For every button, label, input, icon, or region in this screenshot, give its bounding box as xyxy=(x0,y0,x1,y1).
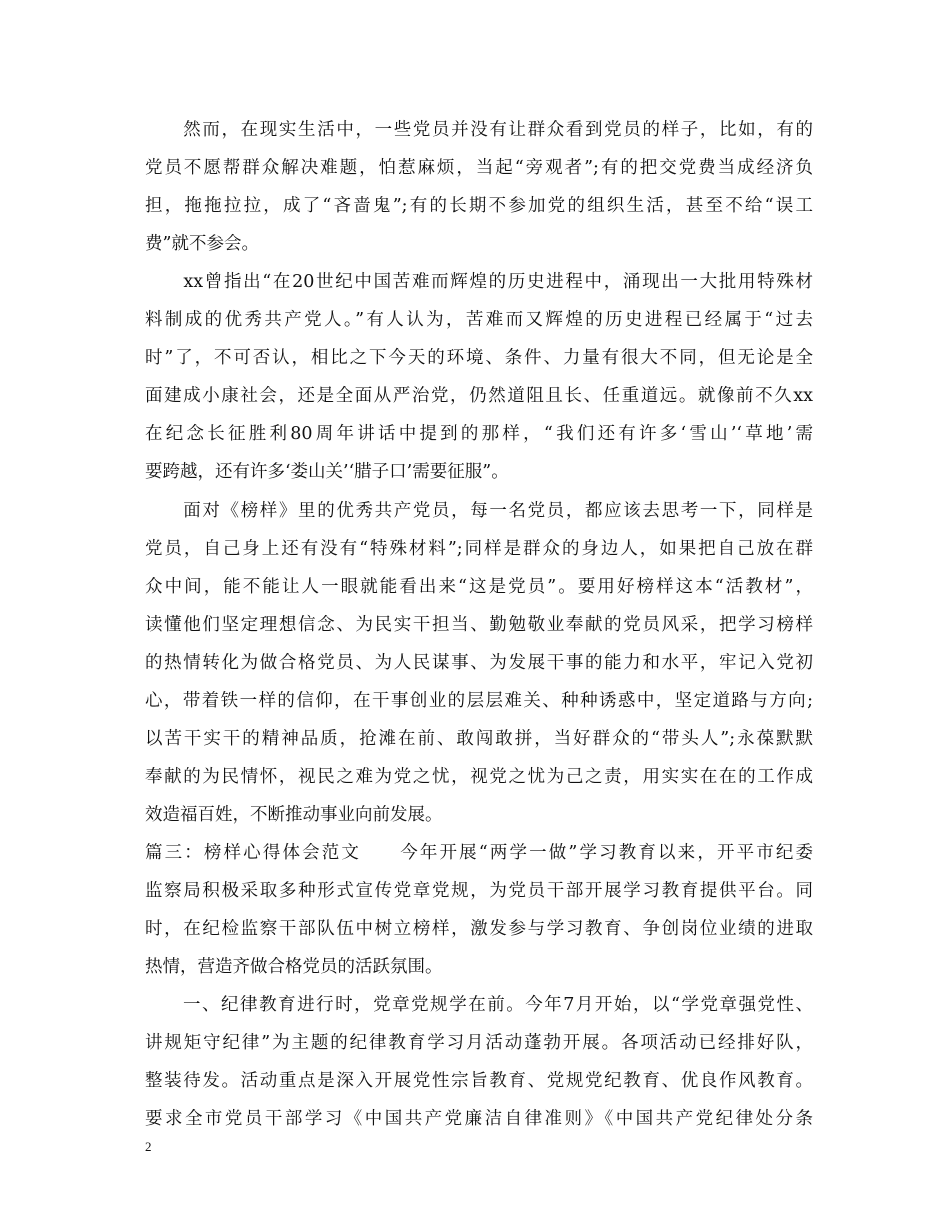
text-line: 的热情转化为做合格党员、为人民谋事、为发展干事的能力和水平，牢记入党初 xyxy=(145,652,813,673)
text-line: 众中间，能不能让人一眼就能看出来“这是党员”。要用好榜样这本“活教材”， xyxy=(145,576,813,597)
text-line: 党员，自己身上还有没有“特殊材料”;同样是群众的身边人，如果把自己放在群 xyxy=(145,538,813,559)
text-line: 要跨越，还有许多‘娄山关’‘腊子口’需要征服”。 xyxy=(145,462,509,483)
text-line: 心，带着铁一样的信仰，在干事创业的层层难关、种种诱惑中，坚定道路与方向; xyxy=(145,690,813,711)
text-line: 担，拖拖拉拉，成了“吝啬鬼”;有的长期不参加党的组织生活，甚至不给“误工 xyxy=(145,196,813,217)
text-line: 面建成小康社会，还是全面从严治党，仍然道阻且长、任重道远。就像前不久xx xyxy=(145,386,813,407)
text-line: 料制成的优秀共产党人。”有人认为，苦难而又辉煌的历史进程已经属于“过去 xyxy=(145,310,813,331)
page-number: 2 xyxy=(145,1139,152,1154)
text-line: 费”就不参会。 xyxy=(145,234,259,255)
text-line: 监察局积极采取多种形式宣传党章党规，为党员干部开展学习教育提供平台。同 xyxy=(145,881,813,901)
text-line: 面对《榜样》里的优秀共产党员，每一名党员，都应该去思考一下，同样是 xyxy=(145,500,813,521)
text-line: 篇三：榜样心得体会范文 今年开展“两学一做”学习教育以来，开平市纪委 xyxy=(145,842,813,863)
text-line: 整装待发。活动重点是深入开展党性宗旨教育、党规党纪教育、优良作风教育。 xyxy=(145,1071,813,1092)
text-line: 然而，在现实生活中，一些党员并没有让群众看到党员的样子，比如，有的 xyxy=(145,120,813,140)
text-line: xx曾指出“在20世纪中国苦难而辉煌的历史进程中，涌现出一大批用特殊材 xyxy=(145,272,813,293)
text-line: 读懂他们坚定理想信念、为民实干担当、勤勉敬业奉献的党员风采，把学习榜样 xyxy=(145,614,813,635)
text-line: 讲规矩守纪律”为主题的纪律教育学习月活动蓬勃开展。各项活动已经排好队， xyxy=(145,1033,813,1054)
text-line: 以苦干实干的精神品质，抢滩在前、敢闯敢拼，当好群众的“带头人”;永葆默默 xyxy=(145,728,813,749)
text-line: 在纪念长征胜利80周年讲话中提到的那样，“我们还有许多‘雪山’‘草地’需 xyxy=(145,424,813,445)
text-line: 时，在纪检监察干部队伍中树立榜样，激发参与学习教育、争创岗位业绩的进取 xyxy=(145,919,813,940)
text-line: 时”了，不可否认，相比之下今天的环境、条件、力量有很大不同，但无论是全 xyxy=(145,348,813,369)
text-line: 要求全市党员干部学习《中国共产党廉洁自律准则》《中国共产党纪律处分条 xyxy=(145,1109,813,1130)
text-line: 热情，营造齐做合格党员的活跃氛围。 xyxy=(145,957,443,978)
text-line: 奉献的为民情怀，视民之难为党之忧，视党之忧为己之责，用实实在在的工作成 xyxy=(145,766,813,787)
text-line: 一、纪律教育进行时，党章党规学在前。今年7月开始，以“学党章强党性、 xyxy=(145,995,813,1016)
text-line: 效造福百姓，不断推动事业向前发展。 xyxy=(145,804,443,825)
text-line: 党员不愿帮群众解决难题，怕惹麻烦，当起“旁观者”;有的把交党费当成经济负 xyxy=(145,158,813,179)
